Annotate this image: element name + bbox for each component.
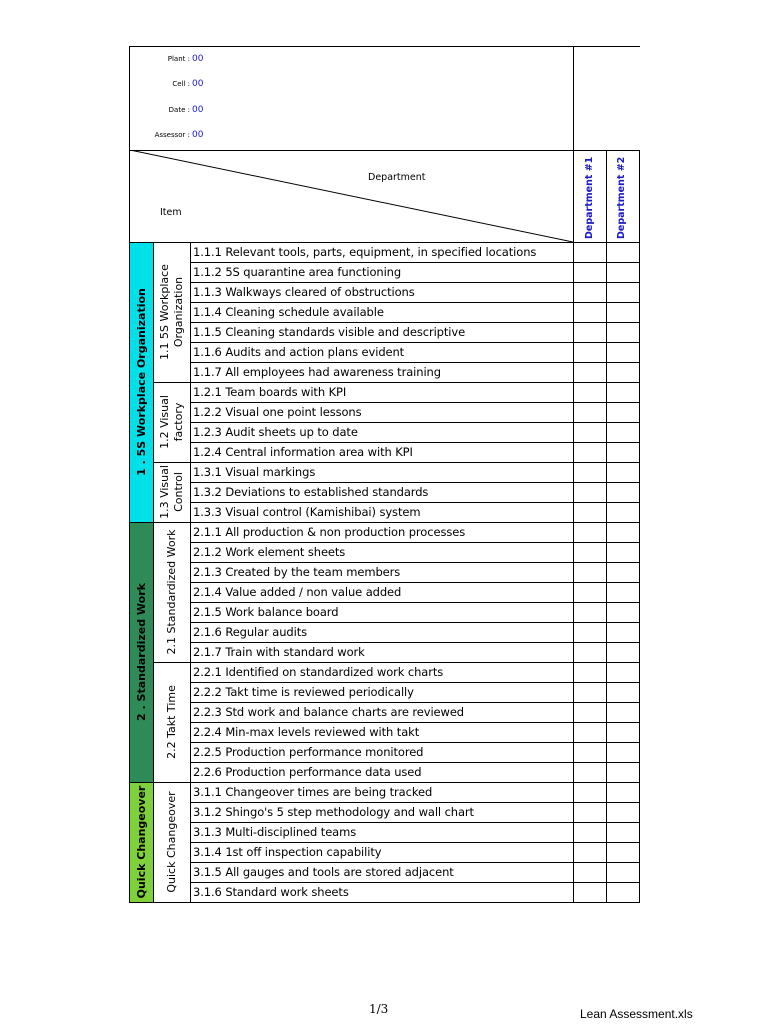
department-1-score-cell[interactable]: [574, 603, 606, 622]
department-1-score-cell[interactable]: [574, 683, 606, 702]
item-row-label: 3.1.1 Changeover times are being tracked: [193, 785, 433, 799]
department-2-score-cell[interactable]: [607, 583, 639, 602]
department-2-score-cell[interactable]: [607, 483, 639, 502]
item-row-label: 3.1.5 All gauges and tools are stored adjacent: [193, 865, 454, 879]
department-1-score-cell[interactable]: [574, 403, 606, 422]
item-row-label: 1.1.7 All employees had awareness training: [193, 365, 441, 379]
department-2-score-cell[interactable]: [607, 603, 639, 622]
department-1-score-cell[interactable]: [574, 323, 606, 342]
department-1-score-cell[interactable]: [574, 483, 606, 502]
department-2-score-cell[interactable]: [607, 563, 639, 582]
department-1-score-cell[interactable]: [574, 703, 606, 722]
department-1-score-cell[interactable]: [574, 523, 606, 542]
item-row-label: 1.3.3 Visual control (Kamishibai) system: [193, 505, 421, 519]
department-2-score-cell[interactable]: [607, 403, 639, 422]
department-1-score-cell[interactable]: [574, 383, 606, 402]
date-value: 00: [192, 105, 204, 115]
department-2-score-cell[interactable]: [607, 363, 639, 382]
department-2-score-cell[interactable]: [607, 443, 639, 462]
item-row-label: 1.1.4 Cleaning schedule available: [193, 305, 384, 319]
item-row-label: 2.2.5 Production performance monitored: [193, 745, 424, 759]
department-2-score-cell[interactable]: [607, 823, 639, 842]
department-1-label: Department #1: [584, 156, 595, 239]
department-2-score-cell[interactable]: [607, 523, 639, 542]
item-row-label: 1.1.3 Walkways cleared of obstructions: [193, 285, 415, 299]
category-label-5s: 1 . 5S Workplace Organization: [135, 288, 148, 476]
department-2-score-cell[interactable]: [607, 863, 639, 882]
department-1-score-cell[interactable]: [574, 743, 606, 762]
department-1-score-cell[interactable]: [574, 883, 606, 902]
plant-value: 00: [192, 54, 204, 64]
department-2-score-cell[interactable]: [607, 283, 639, 302]
item-row-label: 3.1.2 Shingo's 5 step methodology and wall chart: [193, 805, 474, 819]
department-2-score-cell[interactable]: [607, 323, 639, 342]
item-row-label: 2.1.4 Value added / non value added: [193, 585, 402, 599]
department-2-score-cell[interactable]: [607, 743, 639, 762]
department-2-score-cell[interactable]: [607, 703, 639, 722]
department-1-score-cell[interactable]: [574, 643, 606, 662]
department-2-score-cell[interactable]: [607, 763, 639, 782]
item-row-label: 1.3.1 Visual markings: [193, 465, 316, 479]
item-header-label: Item: [160, 207, 182, 218]
item-row-label: 2.2.6 Production performance data used: [193, 765, 422, 779]
department-1-score-cell[interactable]: [574, 863, 606, 882]
subcategory-label-1-2: 1.2 Visual factory: [157, 395, 185, 449]
department-1-score-cell[interactable]: [574, 783, 606, 802]
subcategory-label-2-2: 2.2 Takt Time: [164, 685, 178, 759]
department-1-score-cell[interactable]: [574, 663, 606, 682]
item-row-label: 2.2.3 Std work and balance charts are reviewed: [193, 705, 464, 719]
department-2-score-cell[interactable]: [607, 243, 639, 262]
department-1-score-cell[interactable]: [574, 463, 606, 482]
item-row-label: 3.1.4 1st off inspection capability: [193, 845, 382, 859]
department-1-score-cell[interactable]: [574, 763, 606, 782]
item-row-label: 1.1.1 Relevant tools, parts, equipment, in specified locations: [193, 245, 537, 259]
category-label-standardized-work: 2 . Standardized Work: [135, 583, 148, 721]
department-1-score-cell[interactable]: [574, 823, 606, 842]
department-2-label: Department #2: [616, 156, 627, 239]
item-row-label: 1.1.2 5S quarantine area functioning: [193, 265, 402, 279]
assessor-label: Assessor :: [154, 131, 190, 139]
department-1-score-cell[interactable]: [574, 283, 606, 302]
subcategory-label-1-3: 1.3 Visual Control: [157, 465, 185, 519]
department-1-score-cell[interactable]: [574, 563, 606, 582]
department-2-score-cell[interactable]: [607, 623, 639, 642]
item-row-label: 2.1.6 Regular audits: [193, 625, 308, 639]
plant-label: Plant :: [167, 55, 190, 63]
item-row-label: 2.1.7 Train with standard work: [193, 645, 365, 659]
item-row-label: 2.1.2 Work element sheets: [193, 545, 346, 559]
item-row-label: 1.2.3 Audit sheets up to date: [193, 425, 358, 439]
department-1-score-cell[interactable]: [574, 803, 606, 822]
item-row-label: 1.1.6 Audits and action plans evident: [193, 345, 405, 359]
item-row-label: 2.2.1 Identified on standardized work charts: [193, 665, 444, 679]
item-row-label: 3.1.3 Multi-disciplined teams: [193, 825, 357, 839]
department-2-score-cell[interactable]: [607, 783, 639, 802]
department-2-score-cell[interactable]: [607, 883, 639, 902]
department-2-score-cell[interactable]: [607, 423, 639, 442]
department-1-score-cell[interactable]: [574, 423, 606, 442]
cell-value: 00: [192, 79, 204, 89]
department-2-score-cell[interactable]: [607, 843, 639, 862]
department-1-score-cell[interactable]: [574, 303, 606, 322]
assessor-value: 00: [192, 130, 204, 140]
department-header-label: Department: [368, 172, 426, 183]
department-2-score-cell[interactable]: [607, 543, 639, 562]
department-2-score-cell[interactable]: [607, 343, 639, 362]
item-row-label: 3.1.6 Standard work sheets: [193, 885, 349, 899]
department-2-score-cell[interactable]: [607, 383, 639, 402]
item-row-label: 1.2.1 Team boards with KPI: [193, 385, 347, 399]
department-1-score-cell[interactable]: [574, 583, 606, 602]
item-row-label: 1.1.5 Cleaning standards visible and descriptive: [193, 325, 466, 339]
item-row-label: 2.1.1 All production & non production processes: [193, 525, 466, 539]
subcategory-label-2-1: 2.1 Standardized Work: [164, 529, 178, 655]
subcategory-label-1-1: 1.1 5S Workplace Organization: [157, 264, 185, 360]
cell-label: Cell :: [172, 80, 190, 88]
item-row-label: 2.2.4 Min-max levels reviewed with takt: [193, 725, 420, 739]
item-row-label: 1.2.2 Visual one point lessons: [193, 405, 362, 419]
department-1-score-cell[interactable]: [574, 843, 606, 862]
department-2-score-cell[interactable]: [607, 503, 639, 522]
subcategory-label-3-1: Quick Changeover: [164, 791, 178, 893]
department-2-score-cell[interactable]: [607, 803, 639, 822]
department-1-score-cell[interactable]: [574, 363, 606, 382]
date-label: Date :: [168, 106, 190, 114]
department-1-score-cell[interactable]: [574, 723, 606, 742]
category-label-quick-changeover: Quick Changeover: [135, 785, 148, 899]
department-1-score-cell[interactable]: [574, 243, 606, 262]
item-row-label: 2.1.3 Created by the team members: [193, 565, 401, 579]
department-2-score-cell[interactable]: [607, 643, 639, 662]
department-1-score-cell[interactable]: [574, 503, 606, 522]
department-1-score-cell[interactable]: [574, 443, 606, 462]
department-1-score-cell[interactable]: [574, 263, 606, 282]
department-2-score-cell[interactable]: [607, 463, 639, 482]
item-row-label: 2.1.5 Work balance board: [193, 605, 339, 619]
department-2-score-cell[interactable]: [607, 723, 639, 742]
item-row-label: 1.2.4 Central information area with KPI: [193, 445, 413, 459]
department-2-score-cell[interactable]: [607, 663, 639, 682]
department-2-score-cell[interactable]: [607, 683, 639, 702]
department-2-score-cell[interactable]: [607, 303, 639, 322]
department-1-score-cell[interactable]: [574, 543, 606, 562]
department-1-score-cell[interactable]: [574, 623, 606, 642]
file-name: Lean Assessment.xls: [580, 1007, 693, 1021]
department-2-score-cell[interactable]: [607, 263, 639, 282]
item-row-label: 2.2.2 Takt time is reviewed periodically: [193, 685, 414, 699]
item-row-label: 1.3.2 Deviations to established standards: [193, 485, 429, 499]
page-number: 1/3: [369, 1002, 389, 1016]
department-1-score-cell[interactable]: [574, 343, 606, 362]
